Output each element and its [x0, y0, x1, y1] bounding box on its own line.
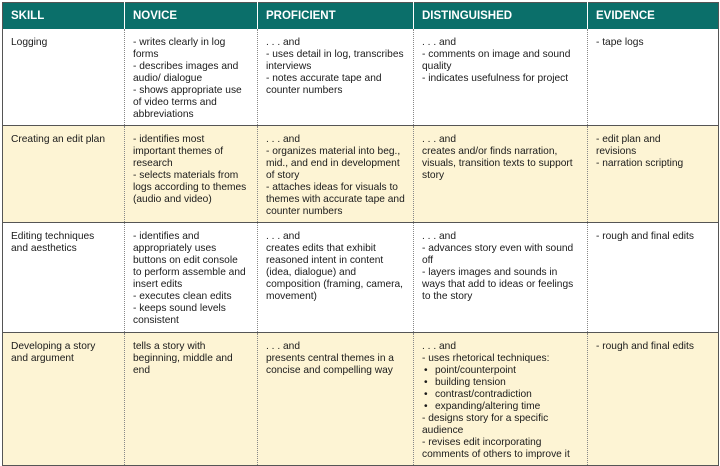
- row-logging: [3, 29, 719, 126]
- cell-line: . . . and: [422, 37, 456, 48]
- cell-line: - describes images and: [133, 61, 239, 72]
- row-editing-techniques: [3, 223, 719, 333]
- bullet-item: • expanding/altering time: [422, 401, 579, 413]
- cell-line: - keeps sound levels: [133, 303, 226, 314]
- cell-line: story: [422, 170, 445, 181]
- cell-line: important themes of: [133, 146, 224, 157]
- cell-line: interviews: [266, 61, 312, 72]
- cell-line: . . . and: [422, 341, 456, 352]
- cell-line: concise and compelling way: [266, 365, 393, 376]
- skill-cell: [3, 126, 125, 223]
- header-distinguished: DISTINGUISHED: [414, 3, 588, 30]
- cell-line: (idea, dialogue) and: [266, 267, 357, 278]
- cell-line: - layers images and sounds in: [422, 267, 558, 278]
- cell-line: revisions: [596, 146, 637, 157]
- cell-line: - narration scripting: [596, 158, 684, 169]
- cell-line: audio/ dialogue: [133, 73, 203, 84]
- cell-line: - identifies and: [133, 231, 200, 242]
- cell-line: reasoned intent in content: [266, 255, 384, 266]
- header-evidence: EVIDENCE: [588, 3, 719, 30]
- cell-line: quality: [422, 61, 452, 72]
- proficient-cell: [258, 223, 414, 333]
- evidence-cell: [588, 126, 719, 223]
- header-skill: SKILL: [3, 3, 125, 30]
- rubric-table: [2, 2, 719, 466]
- cell-line: forms: [133, 49, 159, 60]
- cell-line: comments of others to improve it: [422, 449, 570, 460]
- cell-line: Creating an edit plan: [11, 134, 106, 145]
- novice-cell: [125, 333, 258, 466]
- cell-line: - revises edit incorporating: [422, 437, 542, 448]
- novice-cell: [125, 29, 258, 126]
- cell-line: - attaches ideas for visuals to: [266, 182, 398, 193]
- cell-line: movement): [266, 291, 317, 302]
- cell-line: - rough and final edits: [596, 341, 694, 352]
- cell-line: consistent: [133, 315, 179, 326]
- cell-line: - writes clearly in log: [133, 37, 226, 48]
- cell-line: Logging: [11, 37, 48, 48]
- evidence-cell: [588, 223, 719, 333]
- cell-line: mid., and end in development: [266, 158, 400, 169]
- cell-line: audience: [422, 425, 464, 436]
- cell-line: buttons on edit console: [133, 255, 238, 266]
- header-row: [3, 3, 719, 30]
- cell-line: - advances story even with sound: [422, 243, 574, 254]
- cell-line: of story: [266, 170, 300, 181]
- row-story-argument: [3, 333, 719, 466]
- cell-line: of video terms and: [133, 97, 217, 108]
- cell-line: . . . and: [266, 231, 300, 242]
- distinguished-cell: [414, 29, 588, 126]
- cell-line: . . . and: [266, 134, 300, 145]
- header-proficient: PROFICIENT: [258, 3, 414, 30]
- bullet-item: • point/counterpoint: [422, 365, 579, 377]
- cell-line: tells a story with: [133, 341, 206, 352]
- bullet-item: • contrast/contradiction: [422, 389, 579, 401]
- header-novice: NOVICE: [125, 3, 258, 30]
- novice-cell: [125, 223, 258, 333]
- proficient-cell: [258, 29, 414, 126]
- proficient-cell: [258, 126, 414, 223]
- cell-line: insert edits: [133, 279, 183, 290]
- skill-cell: [3, 223, 125, 333]
- cell-line: themes with accurate tape and: [266, 194, 405, 205]
- evidence-cell: [588, 333, 719, 466]
- evidence-cell: [588, 29, 719, 126]
- cell-line: . . . and: [266, 341, 300, 352]
- distinguished-cell: [414, 333, 588, 466]
- cell-line: - selects materials from: [133, 170, 239, 181]
- cell-line: logs according to themes: [133, 182, 247, 193]
- cell-line: - comments on image and sound: [422, 49, 571, 60]
- cell-line: off: [422, 255, 434, 266]
- row-edit-plan: [3, 126, 719, 223]
- cell-line: to the story: [422, 291, 473, 302]
- cell-line: - tape logs: [596, 37, 644, 48]
- cell-line: - uses rhetorical techniques:: [422, 353, 550, 364]
- skill-cell: [3, 29, 125, 126]
- cell-line: ways that add to ideas or feelings: [422, 279, 574, 290]
- novice-cell: [125, 126, 258, 223]
- cell-line: - identifies most: [133, 134, 205, 145]
- cell-line: to perform assemble and: [133, 267, 246, 278]
- distinguished-cell: [414, 126, 588, 223]
- distinguished-cell: [414, 223, 588, 333]
- cell-line: research: [133, 158, 173, 169]
- cell-line: and aesthetics: [11, 243, 77, 254]
- cell-line: and argument: [11, 353, 74, 364]
- cell-line: - organizes material into beg.,: [266, 146, 401, 157]
- cell-line: - uses detail in log, transcribes: [266, 49, 404, 60]
- cell-line: . . . and: [422, 231, 456, 242]
- cell-line: counter numbers: [266, 206, 343, 217]
- cell-line: creates and/or finds narration,: [422, 146, 558, 157]
- cell-line: beginning, middle and: [133, 353, 233, 364]
- cell-line: - executes clean edits: [133, 291, 232, 302]
- cell-line: creates edits that exhibit: [266, 243, 376, 254]
- cell-line: - indicates usefulness for project: [422, 73, 569, 84]
- skill-cell: [3, 333, 125, 466]
- cell-line: Developing a story: [11, 341, 96, 352]
- cell-line: . . . and: [422, 134, 456, 145]
- cell-line: - edit plan and: [596, 134, 661, 145]
- cell-line: end: [133, 365, 150, 376]
- cell-line: composition (framing, camera,: [266, 279, 404, 290]
- cell-line: presents central themes in a: [266, 353, 394, 364]
- cell-line: abbreviations: [133, 109, 194, 120]
- proficient-cell: [258, 333, 414, 466]
- cell-line: - designs story for a specific: [422, 413, 549, 424]
- cell-line: . . . and: [266, 37, 300, 48]
- cell-line: visuals, transition texts to support: [422, 158, 573, 169]
- cell-line: - rough and final edits: [596, 231, 694, 242]
- bullet-item: • building tension: [422, 377, 579, 389]
- cell-line: appropriately uses: [133, 243, 217, 254]
- cell-line: - notes accurate tape and: [266, 73, 382, 84]
- cell-line: counter numbers: [266, 85, 343, 96]
- cell-line: - shows appropriate use: [133, 85, 242, 96]
- cell-line: Editing techniques: [11, 231, 95, 242]
- cell-line: (audio and video): [133, 194, 212, 205]
